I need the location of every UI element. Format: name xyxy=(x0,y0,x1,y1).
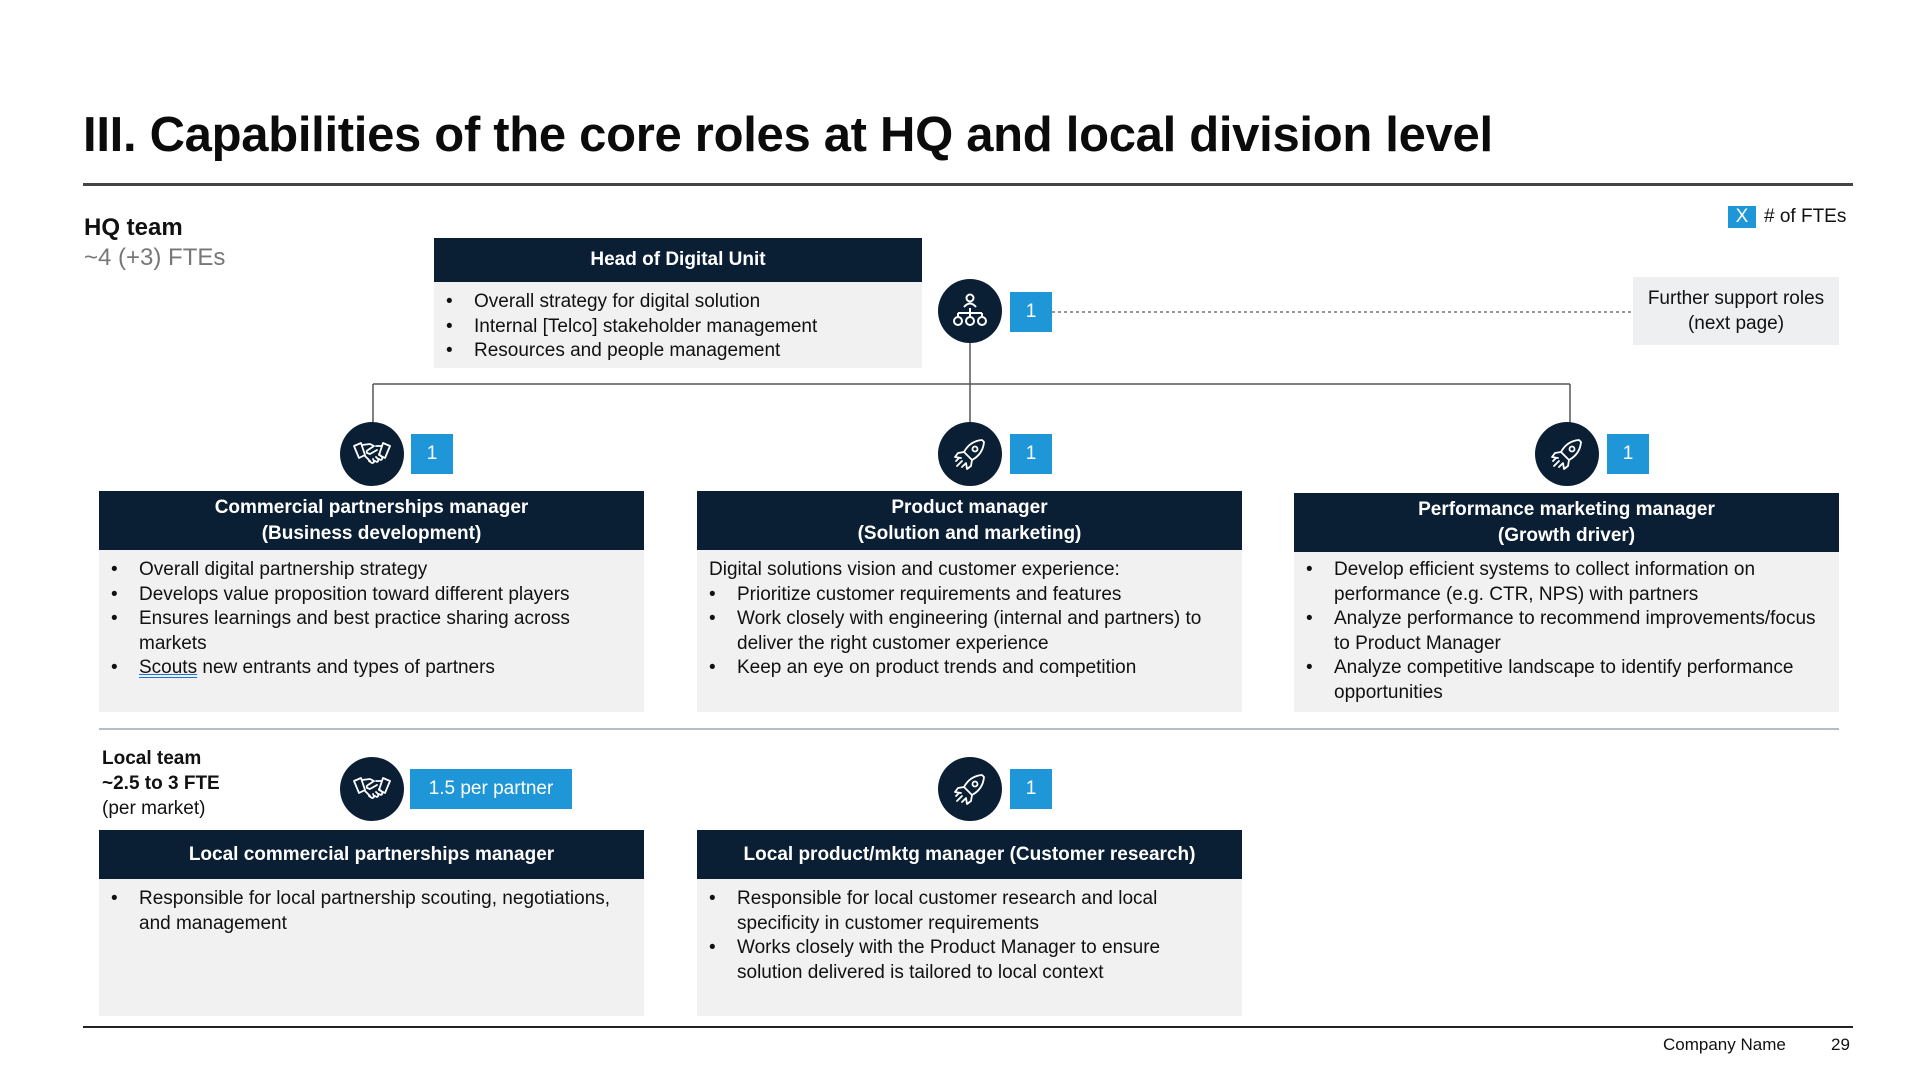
fte-badge: 1 xyxy=(1010,434,1052,474)
list-item: • Analyze performance to recommend improvements/focus to Product Manager xyxy=(1306,607,1827,656)
role-title: Product manager xyxy=(891,496,1048,518)
rocket-icon xyxy=(1535,422,1599,486)
head-of-digital-unit-body xyxy=(434,282,922,368)
list-item: • Resources and people management xyxy=(446,339,910,364)
product-intro: Digital solutions vision and customer experience: xyxy=(709,559,1120,580)
list-item-text: new entrants and types of partners xyxy=(197,657,495,678)
role-subtitle: (Solution and marketing) xyxy=(857,522,1082,544)
rocket-icon xyxy=(938,422,1002,486)
list-item: • Keep an eye on product trends and competition xyxy=(709,656,1230,681)
list-item: • Develop efficient systems to collect information on performance (e.g. CTR, NPS) with partners xyxy=(1306,558,1827,607)
local-team-label xyxy=(102,746,220,821)
list-item xyxy=(111,656,632,681)
rocket-icon xyxy=(938,757,1002,821)
fte-badge: 1 xyxy=(1607,434,1649,474)
section-divider xyxy=(99,728,1839,730)
commercial-partnerships-title xyxy=(99,491,644,550)
role-title: Commercial partnerships manager xyxy=(214,496,529,518)
hq-team-fte: ~4 (+3) FTEs xyxy=(84,244,226,271)
handshake-icon xyxy=(340,422,404,486)
role-subtitle: (Growth driver) xyxy=(1497,524,1636,546)
product-manager-body xyxy=(697,550,1242,712)
role-title: Local product/mktg manager (Customer research) xyxy=(743,843,1196,865)
page-title: III. Capabilities of the core roles at HQ and local division level xyxy=(83,108,1493,162)
role-subtitle: (Business development) xyxy=(261,522,482,544)
hq-team-label: HQ team xyxy=(84,214,183,241)
further-support-box: Further support roles (next page) xyxy=(1633,277,1839,345)
list-item: • Responsible for local customer research and local specificity in customer requirements xyxy=(709,887,1230,936)
local-commercial-body xyxy=(99,879,644,1016)
list-item: • Internal [Telco] stakeholder management xyxy=(446,315,910,340)
fte-legend xyxy=(1728,206,1846,228)
footer-divider xyxy=(83,1026,1853,1028)
list-item: • Ensures learnings and best practice sharing across markets xyxy=(111,607,632,656)
list-item: • Works closely with the Product Manager to ensure solution delivered is tailored to local context xyxy=(709,936,1230,985)
role-title: Head of Digital Unit xyxy=(590,249,766,270)
role-title: Local commercial partnerships manager xyxy=(188,843,555,865)
list-item: • Develops value proposition toward different players xyxy=(111,583,632,608)
local-team-title: Local team xyxy=(102,748,202,769)
role-title: Performance marketing manager xyxy=(1418,498,1715,520)
product-manager-title xyxy=(697,491,1242,550)
footer-company: Company Name xyxy=(1663,1035,1786,1054)
fte-badge: 1 xyxy=(1010,292,1052,332)
head-of-digital-unit-title xyxy=(434,238,922,282)
fte-legend-marker: X xyxy=(1728,206,1756,228)
list-item: • Overall strategy for digital solution xyxy=(446,290,910,315)
list-item: • Prioritize customer requirements and features xyxy=(709,583,1230,608)
list-item: • Overall digital partnership strategy xyxy=(111,558,632,583)
fte-legend-label: # of FTEs xyxy=(1764,206,1847,227)
scouts-word: Scouts xyxy=(139,657,198,678)
local-product-body xyxy=(697,879,1242,1016)
fte-badge: 1 xyxy=(411,434,453,474)
local-product-title xyxy=(697,830,1242,879)
local-commercial-title xyxy=(99,830,644,879)
list-item: • Responsible for local partnership scouting, negotiations, and management xyxy=(111,887,632,936)
list-item: • Work closely with engineering (internal and partners) to deliver the right customer experience xyxy=(709,607,1230,656)
page-number: 29 xyxy=(1831,1035,1850,1054)
fte-badge: 1.5 per partner xyxy=(410,769,572,809)
performance-marketing-body xyxy=(1294,552,1839,712)
fte-badge: 1 xyxy=(1010,769,1052,809)
commercial-partnerships-body xyxy=(99,550,644,712)
handshake-icon xyxy=(340,757,404,821)
list-item: • Analyze competitive landscape to identify performance opportunities xyxy=(1306,656,1827,705)
local-team-fte: ~2.5 to 3 FTE xyxy=(102,773,220,794)
performance-marketing-title xyxy=(1294,493,1839,552)
title-divider xyxy=(83,183,1853,186)
org-chart-icon xyxy=(938,279,1002,343)
local-team-per: (per market) xyxy=(102,798,206,819)
